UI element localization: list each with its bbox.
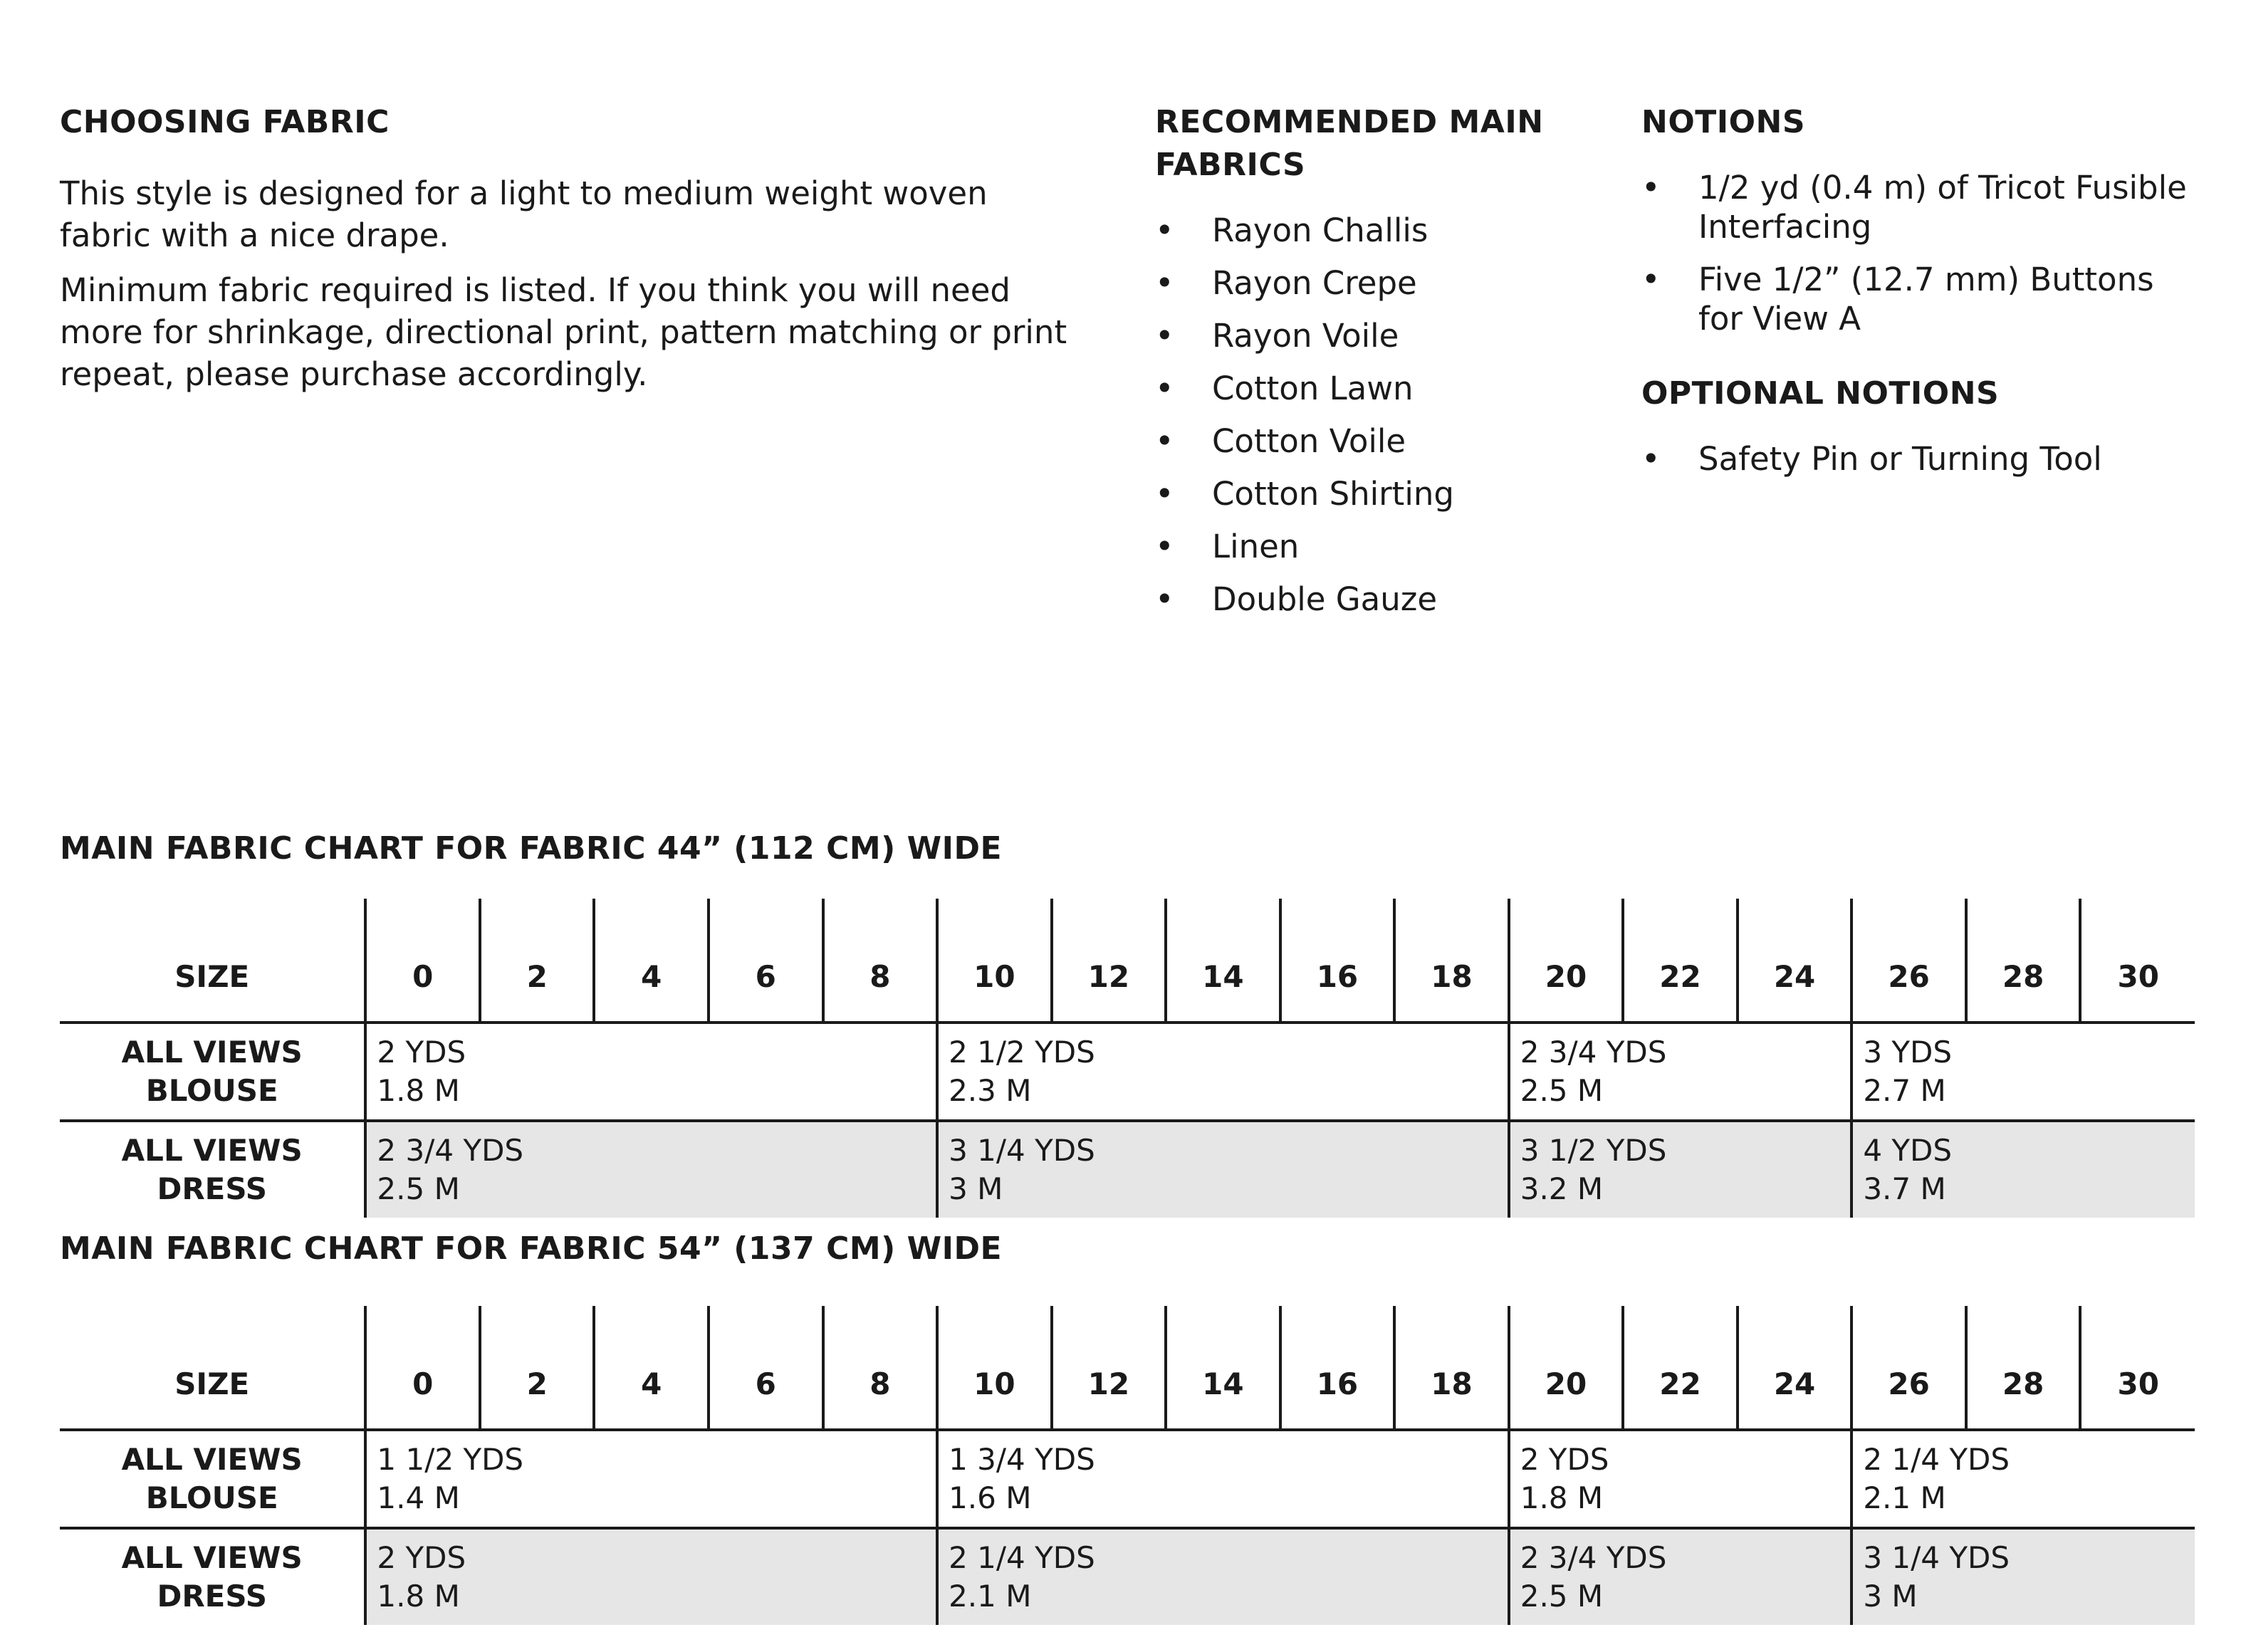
yardage-yds: 2 1/2 YDS	[949, 1035, 1095, 1070]
yardage-m: 1.8 M	[377, 1073, 460, 1108]
yardage-m: 1.8 M	[377, 1579, 460, 1614]
list-item	[1155, 211, 1582, 250]
yardage-m: 2.5 M	[1520, 1579, 1604, 1614]
yardage-yds: 3 1/4 YDS	[949, 1133, 1095, 1168]
fabric-chart-54	[60, 1306, 2195, 1625]
yardage-yds: 2 3/4 YDS	[377, 1133, 524, 1168]
yardage-cell	[937, 1528, 1509, 1625]
size-cell: 28	[1966, 1306, 2081, 1430]
list-item-label: Five 1/2” (12.7 mm) Buttons for View A	[1698, 261, 2154, 338]
yardage-cell	[1509, 1121, 1852, 1218]
row-label-line: DRESS	[157, 1171, 267, 1206]
yardage-yds: 2 YDS	[1520, 1442, 1609, 1477]
chart-title: MAIN FABRIC CHART FOR FABRIC 54” (137 CM) WIDE	[60, 1230, 1003, 1267]
size-cell: 0	[365, 899, 480, 1023]
list-item-label: 1/2 yd (0.4 m) of Tricot Fusible Interfacing	[1698, 169, 2187, 246]
list-item	[1641, 439, 2204, 479]
size-cell: 20	[1509, 899, 1624, 1023]
bullet-icon: •	[1155, 370, 1174, 407]
size-cell: 6	[709, 1306, 823, 1430]
yardage-cell	[1851, 1430, 2195, 1528]
bullet-icon: •	[1155, 422, 1174, 460]
size-cell: 12	[1052, 1306, 1166, 1430]
recommended-fabrics-list	[1155, 211, 1582, 619]
row-label-line: ALL VIEWS	[121, 1133, 303, 1168]
bullet-icon: •	[1641, 169, 1661, 206]
fabric-chart-44	[60, 899, 2195, 1218]
size-cell: 30	[2080, 1306, 2195, 1430]
bullet-icon: •	[1641, 261, 1661, 298]
yardage-m: 2.1 M	[1863, 1480, 1946, 1515]
recommended-fabrics-section	[1155, 101, 1582, 632]
list-item-label: Safety Pin or Turning Tool	[1698, 440, 2102, 478]
row-label	[60, 1528, 365, 1625]
yardage-yds: 2 1/4 YDS	[1863, 1442, 2010, 1477]
size-cell: 12	[1052, 899, 1166, 1023]
row-label-line: DRESS	[157, 1579, 267, 1614]
yardage-cell	[937, 1121, 1509, 1218]
yardage-yds: 2 3/4 YDS	[1520, 1035, 1667, 1070]
size-cell: 20	[1509, 1306, 1624, 1430]
bullet-icon: •	[1155, 580, 1174, 618]
yardage-cell	[1509, 1430, 1852, 1528]
yardage-cell	[365, 1430, 937, 1528]
size-cell: 2	[480, 1306, 595, 1430]
chart-title: MAIN FABRIC CHART FOR FABRIC 44” (112 CM) WIDE	[60, 830, 1003, 867]
list-item	[1641, 260, 2204, 338]
yardage-m: 1.8 M	[1520, 1480, 1604, 1515]
list-item	[1155, 263, 1582, 303]
list-item-label: Rayon Crepe	[1212, 264, 1417, 302]
yardage-m: 3 M	[1863, 1579, 1918, 1614]
size-cell: 0	[365, 1306, 480, 1430]
size-cell: 22	[1623, 899, 1738, 1023]
list-item	[1641, 168, 2204, 246]
yardage-m: 2.7 M	[1863, 1073, 1946, 1108]
size-cell: 14	[1166, 899, 1280, 1023]
table-row	[60, 1430, 2195, 1528]
yardage-yds: 4 YDS	[1863, 1133, 1953, 1168]
list-item-label: Rayon Challis	[1212, 211, 1428, 249]
yardage-cell	[365, 1121, 937, 1218]
list-item	[1155, 369, 1582, 408]
size-cell: 8	[823, 1306, 938, 1430]
row-label	[60, 1430, 365, 1528]
bullet-icon: •	[1155, 317, 1174, 355]
yardage-yds: 2 1/4 YDS	[949, 1540, 1095, 1575]
size-cell: 18	[1394, 899, 1509, 1023]
yardage-cell	[1509, 1023, 1852, 1121]
size-cell: 16	[1280, 1306, 1395, 1430]
yardage-cell	[365, 1528, 937, 1625]
table-row	[60, 1023, 2195, 1121]
row-label-line: BLOUSE	[145, 1480, 278, 1515]
bullet-icon: •	[1155, 211, 1174, 249]
notions-list	[1641, 168, 2204, 338]
yardage-cell	[1509, 1528, 1852, 1625]
size-cell: 30	[2080, 899, 2195, 1023]
choosing-fabric-section	[60, 101, 1071, 408]
row-label-line: ALL VIEWS	[121, 1035, 303, 1070]
size-cell: 26	[1851, 899, 1966, 1023]
size-cell: 6	[709, 899, 823, 1023]
size-cell: 28	[1966, 899, 2081, 1023]
list-item-label: Linen	[1212, 528, 1300, 565]
table-row	[60, 1121, 2195, 1218]
size-header-row	[60, 899, 2195, 1023]
yardage-yds: 1 3/4 YDS	[949, 1442, 1095, 1477]
size-cell: 24	[1738, 1306, 1852, 1430]
bullet-icon: •	[1155, 528, 1174, 565]
size-header-label: SIZE	[174, 1366, 250, 1401]
yardage-yds: 3 1/2 YDS	[1520, 1133, 1667, 1168]
list-item	[1155, 527, 1582, 566]
list-item-label: Rayon Voile	[1212, 317, 1399, 355]
list-item-label: Cotton Shirting	[1212, 475, 1454, 513]
size-cell: 16	[1280, 899, 1395, 1023]
row-label-line: ALL VIEWS	[121, 1442, 303, 1477]
size-cell: 4	[594, 1306, 709, 1430]
size-cell: 2	[480, 899, 595, 1023]
optional-notions-heading: OPTIONAL NOTIONS	[1641, 375, 2000, 412]
yardage-cell	[937, 1023, 1509, 1121]
size-cell: 22	[1623, 1306, 1738, 1430]
size-cell: 14	[1166, 1306, 1280, 1430]
size-cell: 4	[594, 899, 709, 1023]
size-cell: 26	[1851, 1306, 1966, 1430]
bullet-icon: •	[1155, 264, 1174, 302]
row-label-line: ALL VIEWS	[121, 1540, 303, 1575]
yardage-m: 3 M	[949, 1171, 1003, 1206]
yardage-m: 3.7 M	[1863, 1171, 1946, 1206]
yardage-m: 3.2 M	[1520, 1171, 1604, 1206]
yardage-yds: 2 YDS	[377, 1035, 466, 1070]
list-item	[1155, 474, 1582, 513]
row-label-line: BLOUSE	[145, 1073, 278, 1108]
yardage-yds: 2 YDS	[377, 1540, 466, 1575]
yardage-m: 1.6 M	[949, 1480, 1032, 1515]
row-label	[60, 1121, 365, 1218]
size-cell: 24	[1738, 899, 1852, 1023]
yardage-m: 2.3 M	[949, 1073, 1032, 1108]
yardage-yds: 3 1/4 YDS	[1863, 1540, 2010, 1575]
yardage-m: 2.1 M	[949, 1579, 1032, 1614]
yardage-cell	[1851, 1121, 2195, 1218]
yardage-cell	[1851, 1023, 2195, 1121]
size-cell: 8	[823, 899, 938, 1023]
list-item	[1155, 316, 1582, 355]
size-cell: 18	[1394, 1306, 1509, 1430]
yardage-yds: 1 1/2 YDS	[377, 1442, 524, 1477]
yardage-m: 1.4 M	[377, 1480, 460, 1515]
list-item	[1155, 422, 1582, 461]
size-cell: 10	[937, 1306, 1052, 1430]
size-header-row	[60, 1306, 2195, 1430]
bullet-icon: •	[1155, 475, 1174, 513]
list-item	[1155, 580, 1582, 619]
yardage-yds: 2 3/4 YDS	[1520, 1540, 1667, 1575]
yardage-m: 2.5 M	[377, 1171, 460, 1206]
yardage-cell	[1851, 1528, 2195, 1625]
yardage-cell	[937, 1430, 1509, 1528]
list-item-label: Cotton Voile	[1212, 422, 1406, 460]
table-row	[60, 1528, 2195, 1625]
choosing-fabric-paragraph-2: Minimum fabric required is listed. If you think you will need more for shrinkage, directional print, pattern matching or print repeat, please purchase accordingly.	[60, 271, 1067, 393]
choosing-fabric-heading: CHOOSING FABRIC	[60, 104, 390, 140]
size-header-label: SIZE	[174, 958, 250, 994]
row-label	[60, 1023, 365, 1121]
notions-heading: NOTIONS	[1641, 104, 1806, 140]
size-cell: 10	[937, 899, 1052, 1023]
notions-section	[1641, 101, 2204, 479]
recommended-fabrics-heading: RECOMMENDED MAIN FABRICS	[1155, 104, 1544, 183]
yardage-yds: 3 YDS	[1863, 1035, 1953, 1070]
choosing-fabric-paragraph-1: This style is designed for a light to medium weight woven fabric with a nice drape.	[60, 174, 988, 254]
yardage-cell	[365, 1023, 937, 1121]
yardage-m: 2.5 M	[1520, 1073, 1604, 1108]
list-item-label: Double Gauze	[1212, 580, 1438, 618]
list-item-label: Cotton Lawn	[1212, 370, 1414, 407]
optional-notions-list	[1641, 439, 2204, 479]
bullet-icon: •	[1641, 440, 1661, 478]
